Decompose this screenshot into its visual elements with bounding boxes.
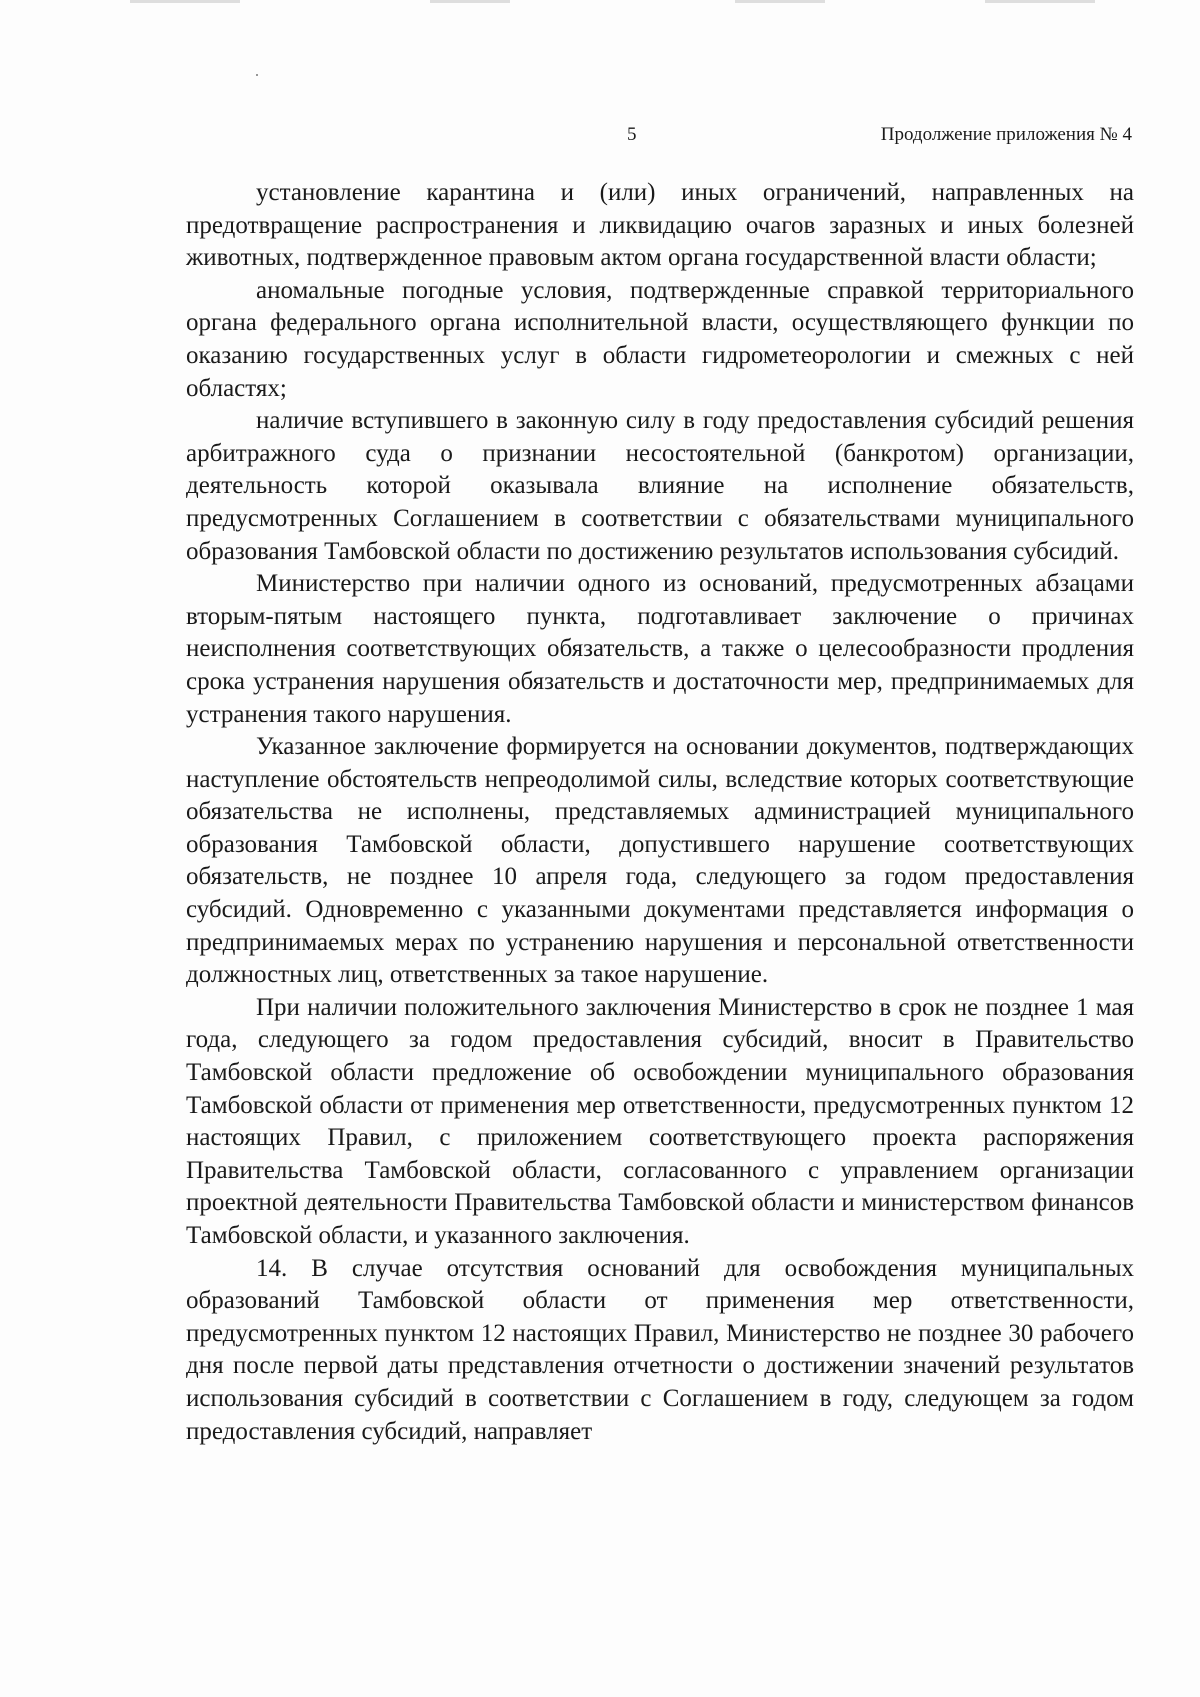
page-header [0, 120, 1200, 150]
document-body [186, 177, 1134, 1448]
paragraph-bankruptcy: наличие вступившего в законную силу в году предоставления субсидий решения арбитражного суда о признании несостоятельной (банкротом) организации, деятельность которой оказывала влияние на исполнение обязательств, предусмотренных Соглашением в соответствии с обязательствами муниципального образования Тамбовской области по достижению результатов использования субсидий. [186, 407, 1134, 565]
scan-artifact [985, 0, 1095, 3]
paragraph-ministry-conclusion: Министерство при наличии одного из оснований, предусмотренных абзацами вторым-пятым настоящего пункта, подготавливает заключение о причинах неисполнения соответствующих обязательств, а также о целесообразности продления срока устранения нарушения обязательств и достаточности мер, предпринимаемых для устранения такого нарушения. [186, 570, 1134, 728]
scan-speck [256, 74, 258, 76]
paragraph-conclusion-basis: Указанное заключение формируется на основании документов, подтверждающих наступление обстоятельств непреодолимой силы, вследствие которых соответствующие обязательства не исполнены, представляемых администрацией муниципального образования Тамбовской области, допустившего нарушение соответствующих обязательств, не позднее 10 апреля года, следующего за годом предоставления субсидий. Одновременно с указанными документами представляется информация о предпринимаемых мерах по устранению нарушения и персональной ответственности должностных лиц, ответственных за такое нарушение. [186, 733, 1134, 989]
paragraph-quarantine: установление карантина и (или) иных ограничений, направленных на предотвращение распространения и ликвидацию очагов заразных и иных болезней животных, подтвержденное правовым актом органа государственной власти области; [186, 179, 1134, 272]
paragraph-positive-conclusion: При наличии положительного заключения Министерство в срок не позднее 1 мая года, следующего за годом предоставления субсидий, вносит в Правительство Тамбовской области предложение об освобождении муниципального образования Тамбовской области от применения мер ответственности, предусмотренных пунктом 12 настоящих Правил, с приложением соответствующего проекта распоряжения Правительства Тамбовской области, согласованного с управлением организации проектной деятельности Правительства Тамбовской области и министерством финансов Тамбовской области, и указанного заключения. [186, 993, 1134, 1249]
scan-artifact [735, 0, 825, 3]
appendix-note: Продолжение приложения № 4 [880, 124, 1132, 145]
paragraph-weather: аномальные погодные условия, подтвержденные справкой территориального органа федерального органа исполнительной власти, осуществляющего функции по оказанию государственных услуг в области гидрометеорологии и смежных с ней областях; [186, 276, 1134, 402]
page-number: 5 [627, 124, 637, 145]
paragraph-clause-14: 14. В случае отсутствия оснований для освобождения муниципальных образований Тамбовской области от применения мер ответственности, предусмотренных пунктом 12 настоящих Правил, Министерство не позднее 30 рабочего дня после первой даты представления отчетности о достижении значений результатов использования субсидий в соответствии с Соглашением в году, следующем за годом предоставления субсидий, направляет [186, 1254, 1134, 1445]
scan-artifact [430, 0, 510, 3]
scan-artifact [130, 0, 240, 3]
